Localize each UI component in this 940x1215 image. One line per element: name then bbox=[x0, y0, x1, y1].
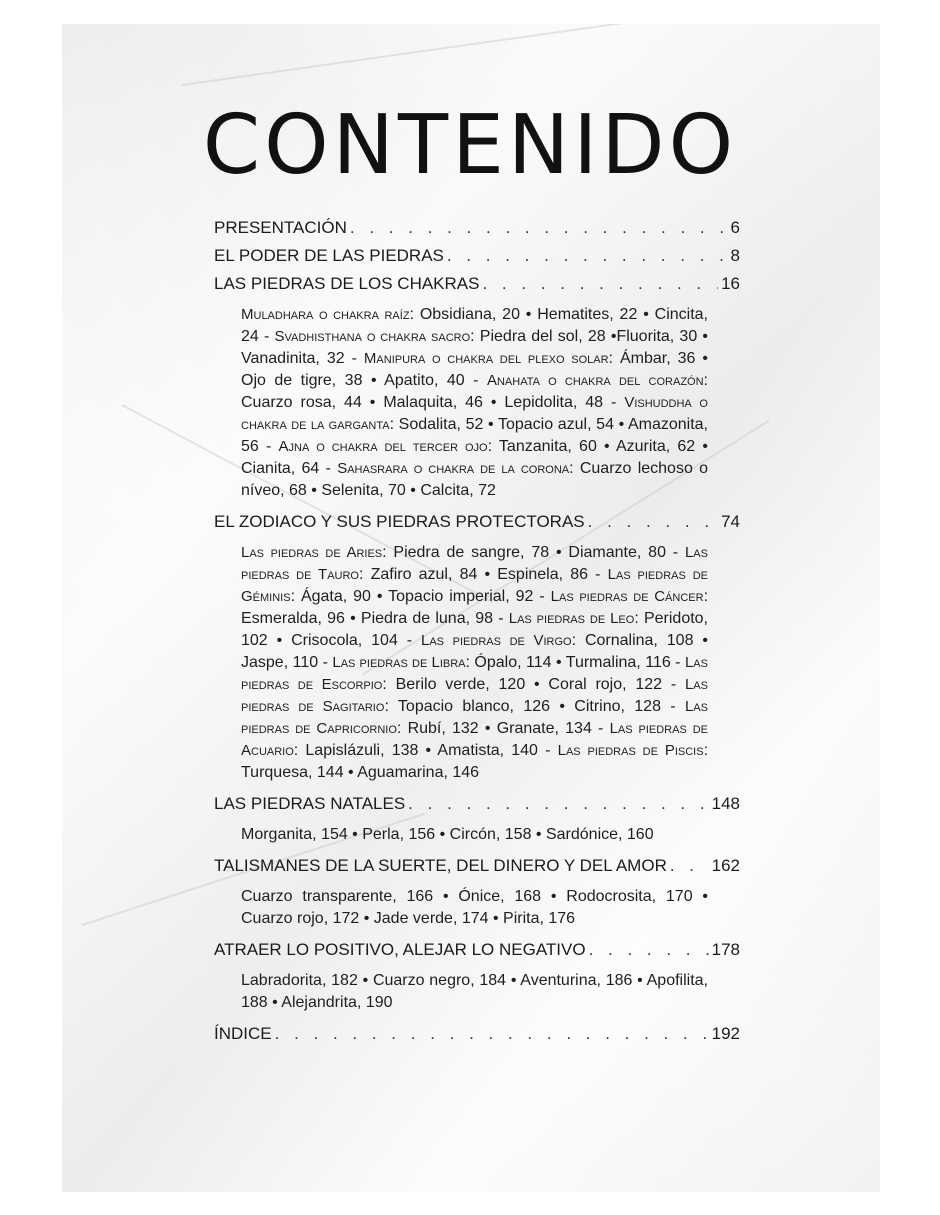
page-title: CONTENIDO bbox=[202, 98, 738, 193]
toc-subentries bbox=[241, 824, 708, 846]
toc-entry-title: ATRAER LO POSITIVO, ALEJAR LO NEGATIVO bbox=[214, 940, 586, 959]
toc-entry[interactable] bbox=[214, 270, 740, 298]
dot-leader bbox=[275, 1020, 709, 1048]
subsection-items: : Turquesa, 144 • Aguamarina, 146 bbox=[241, 742, 709, 781]
subsection-items: : Peridoto, 102 • Crisocola, 104 - bbox=[241, 610, 709, 649]
toc-entry-title: PRESENTACIÓN bbox=[214, 218, 347, 237]
dot-leader bbox=[589, 936, 709, 964]
dot-leader bbox=[447, 242, 728, 270]
toc-entry-page: 192 bbox=[711, 1024, 740, 1043]
toc-entry-page: 74 bbox=[721, 512, 740, 531]
subsection-heading: Anahata o chakra del corazón bbox=[486, 372, 704, 389]
dot-leader bbox=[588, 508, 718, 536]
subsection-heading: Ajna o chakra del tercer ojo bbox=[278, 438, 488, 455]
subsection-items: Cuarzo transparente, 166 • Ónice, 168 • Rodocrosita, 170 • Cuarzo rojo, 172 • Jade verde, 174 • Pirita, 176 bbox=[241, 888, 708, 927]
subsection-heading: Manipura o chakra del plexo solar bbox=[363, 350, 609, 367]
subsection-heading: Las piedras de Virgo bbox=[421, 632, 572, 649]
toc-entry-title: ÍNDICE bbox=[214, 1024, 272, 1043]
toc-entry-page: 162 bbox=[711, 856, 740, 875]
subsection-heading: Las piedras de Tauro bbox=[241, 544, 708, 583]
toc-entry-page: 8 bbox=[730, 246, 740, 265]
subsection-heading: Las piedras de Acuario bbox=[241, 720, 708, 759]
subsection-heading: Muladhara o chakra raíz bbox=[241, 306, 410, 323]
toc-entry[interactable] bbox=[214, 508, 740, 536]
toc-entry[interactable] bbox=[214, 214, 740, 242]
toc-entry-page: 6 bbox=[730, 218, 740, 237]
toc-entry[interactable] bbox=[214, 936, 740, 964]
toc-entry[interactable] bbox=[214, 790, 740, 818]
toc-entry-title: EL PODER DE LAS PIEDRAS bbox=[214, 246, 444, 265]
toc-entry-title: LAS PIEDRAS NATALES bbox=[214, 794, 406, 813]
dot-leader bbox=[670, 852, 709, 880]
toc-entry[interactable] bbox=[214, 1020, 740, 1048]
subsection-items: : Tanzanita, 60 • Azurita, 62 • Cianita, 64 - bbox=[241, 438, 709, 477]
toc-subentries bbox=[241, 304, 708, 502]
subsection-items: : Ópalo, 114 • Turmalina, 116 - bbox=[465, 654, 685, 671]
subsection-heading: Las piedras de Escorpio bbox=[241, 654, 708, 693]
subsection-items: : Zafiro azul, 84 • Espinela, 86 - bbox=[358, 566, 608, 583]
subsection-items: : Topacio blanco, 126 • Citrino, 128 - bbox=[384, 698, 685, 715]
dot-leader bbox=[482, 270, 718, 298]
subsection-items: : Berilo verde, 120 • Coral rojo, 122 - bbox=[382, 676, 685, 693]
subsection-items: : Cuarzo rosa, 44 • Malaquita, 46 • Lepidolita, 48 - bbox=[241, 372, 708, 411]
subsection-heading: Las piedras de Capricornio bbox=[241, 698, 708, 737]
table-of-contents bbox=[214, 214, 740, 1048]
subsection-heading: Las piedras de Sagitario bbox=[241, 676, 708, 715]
subsection-items: : Ámbar, 36 • Ojo de tigre, 38 • Apatito, 40 - bbox=[241, 350, 708, 389]
subsection-items: : Piedra de sangre, 78 • Diamante, 80 - bbox=[382, 544, 685, 561]
subsection-items: Morganita, 154 • Perla, 156 • Circón, 158 • Sardónice, 160 bbox=[241, 826, 654, 843]
subsection-items: : Piedra del sol, 28 •Fluorita, 30 • Vanadinita, 32 - bbox=[241, 328, 709, 367]
toc-entry-title: TALISMANES DE LA SUERTE, DEL DINERO Y DEL AMOR bbox=[214, 856, 667, 875]
toc-subentries bbox=[241, 970, 708, 1014]
subsection-heading: Las piedras de Leo bbox=[508, 610, 635, 627]
subsection-items: : Lapislázuli, 138 • Amatista, 140 - bbox=[293, 742, 558, 759]
subsection-items: Labradorita, 182 • Cuarzo negro, 184 • Aventurina, 186 • Apofilita, 188 • Alejandrita, 190 bbox=[241, 972, 708, 1011]
subsection-heading: Vishuddha o chakra de la garganta bbox=[241, 394, 708, 433]
subsection-items: : Obsidiana, 20 • Hematites, 22 • Cincita, 24 - bbox=[241, 306, 708, 345]
toc-entry-title: LAS PIEDRAS DE LOS CHAKRAS bbox=[214, 274, 480, 293]
subsection-items: : Esmeralda, 96 • Piedra de luna, 98 - bbox=[241, 588, 709, 627]
subsection-heading: Las piedras de Géminis bbox=[241, 566, 708, 605]
subsection-heading: Svadhisthana o chakra sacro bbox=[274, 328, 471, 345]
marble-vein bbox=[182, 24, 697, 86]
subsection-items: : Cuarzo lechoso o níveo, 68 • Selenita, 70 • Calcita, 72 bbox=[241, 460, 709, 499]
toc-entry[interactable] bbox=[214, 242, 740, 270]
subsection-items: : Ágata, 90 • Topacio imperial, 92 - bbox=[290, 588, 551, 605]
toc-entry-page: 148 bbox=[711, 794, 740, 813]
toc-entry-title: EL ZODIACO Y SUS PIEDRAS PROTECTORAS bbox=[214, 512, 585, 531]
subsection-items: : Rubí, 132 • Granate, 134 - bbox=[396, 720, 610, 737]
subsection-heading: Las piedras de Piscis bbox=[557, 742, 704, 759]
subsection-heading: Las piedras de Aries bbox=[241, 544, 383, 561]
toc-entry[interactable] bbox=[214, 852, 740, 880]
subsection-items: : Sodalita, 52 • Topacio azul, 54 • Amazonita, 56 - bbox=[241, 416, 708, 455]
toc-subentries bbox=[241, 542, 708, 784]
subsection-heading: Las piedras de Cáncer bbox=[550, 588, 704, 605]
subsection-items: : Cornalina, 108 • Jaspe, 110 - bbox=[241, 632, 708, 671]
toc-entry-page: 16 bbox=[721, 274, 740, 293]
dot-leader bbox=[408, 790, 708, 818]
dot-leader bbox=[350, 214, 728, 242]
subsection-heading: Sahasrara o chakra de la corona bbox=[337, 460, 570, 477]
toc-subentries bbox=[241, 886, 708, 930]
subsection-heading: Las piedras de Libra bbox=[332, 654, 466, 671]
toc-entry-page: 178 bbox=[711, 940, 740, 959]
